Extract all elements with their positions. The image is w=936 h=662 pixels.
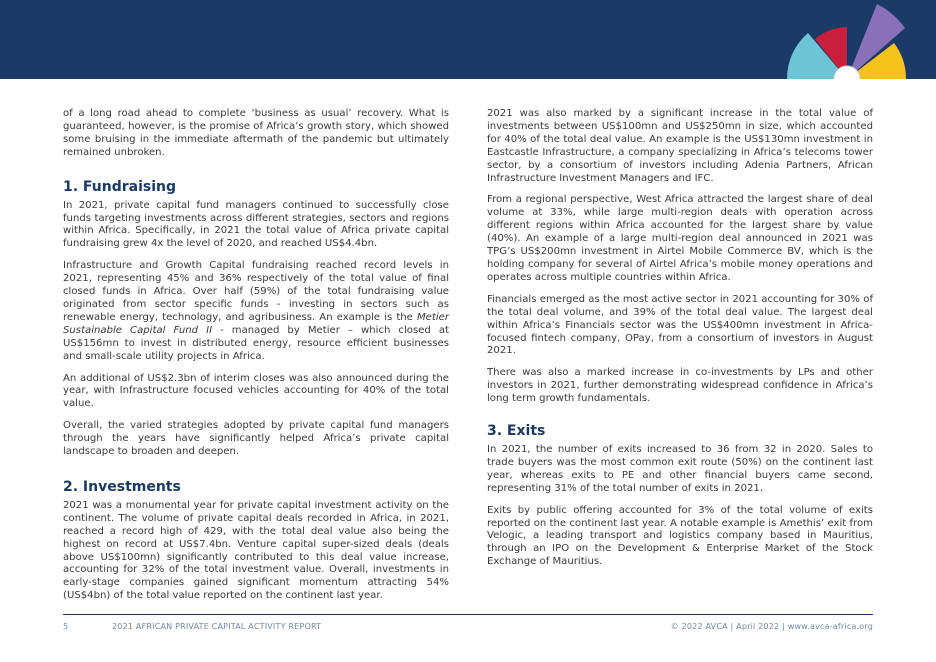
investments-paragraph-4: Financials emerged as the most active sector in 2021 accounting for 30% of the total deal volume, and 39% of the total deal value. The largest deal within Africa’s Financials sector was the US$400mn investment in Africa-focused fintech company, OPay, from a consortium of investors in August 2021. [487, 293, 873, 357]
exits-paragraph-1: In 2021, the number of exits increased to 36 from 32 in 2020. Sales to trade buyers was the most common exit route (50%) on the continent last year, whereas exits to PE and other financial buyers came second, representing 31% of the total number of exits in 2021. [487, 444, 873, 494]
exits-heading: 3. Exits [487, 423, 546, 440]
investments-paragraph-3: From a regional perspective, West Africa attracted the largest share of deal volume at 33%, while large multi-region deals with operation across different regions within Africa accounted for the largest share by value (40%). An example of a large multi-region deal announced in 2021 was TPG’s US$200mn investment in Airtel Mobile Commerce BV, which is the holding company for several of Airtel Africa’s mobile money operations and operates across multiple countries within Africa. [487, 194, 873, 283]
fundraising-paragraph-3: An additional of US$2.3bn of interim closes was also announced during the year, with Infrastructure focused vehicles accounting for 40% of the total value. [63, 372, 449, 410]
fundraising-p2-start: Infrastructure and Growth Capital fundraising reached record levels in 2021, representing 45% and 36% respectively of the total value of final closed funds in Africa. Over half (59%) of the total fundraising value originated from sector specific funds - investing in sectors such as renewable energy, technology, and agribusiness. An example is the [63, 260, 449, 323]
footer-divider [63, 614, 873, 615]
investments-paragraph-2: 2021 was also marked by a significant increase in the total value of investments between US$100mn and US$250mn in size, which accounted for 40% of the total deal value. An example is the US$130mn investment in Eastcastle Infrastructure, a company specializing in Africa’s telecoms tower sector, by a consortium of investors including Adenia Partners, African Infrastructure Investment Managers and IFC. [487, 108, 873, 184]
left-column [63, 108, 449, 612]
fundraising-paragraph-4: Overall, the varied strategies adopted by private capital fund managers through the years have significantly helped Africa’s private capital landscape to broaden and deepen. [63, 420, 449, 458]
footer-copyright: © 2022 AVCA | April 2022 | www.avca-africa.org [670, 622, 873, 631]
metier-fund-name: Metier Sustainable Capital Fund II [63, 311, 449, 336]
report-title: 2021 AFRICAN PRIVATE CAPITAL ACTIVITY REPORT [112, 622, 322, 631]
investments-paragraph-5: There was also a marked increase in co-investments by LPs and other investors in 2021, further demonstrating widespread confidence in Africa’s long term growth fundamentals. [487, 367, 873, 405]
fundraising-heading: 1. Fundraising [63, 178, 177, 195]
exits-paragraph-2: Exits by public offering accounted for 3% of the total volume of exits reported on the continent last year. A notable example is Amethis’ exit from Velogic, a leading transport and logistics company based in Mauritius, through an IPO on the Development & Enterprise Market of the Stock Exchange of Mauritius. [487, 504, 873, 568]
intro-paragraph: of a long road ahead to complete ‘business as usual’ recovery. What is guaranteed, however, is the promise of Africa’s growth story, which showed some bruising in the immediate aftermath of the pandemic but ultimately remained unbroken. [63, 108, 449, 158]
fundraising-paragraph-2 [63, 260, 449, 363]
right-column [487, 108, 873, 578]
fundraising-p2-end: - managed by Metier – which closed at US$156mn to invest in distributed energy, resource efficient businesses and small-scale utility projects in Africa. [63, 324, 449, 362]
investments-heading: 2. Investments [63, 478, 181, 495]
avca-logo-graphic [770, 0, 920, 79]
fundraising-paragraph-1: In 2021, private capital fund managers continued to successfully close funds targeting investments across different strategies, sectors and regions within Africa. Specifically, in 2021 the total value of Africa private capital fundraising grew 4x the level of 2020, and reached US$4.4bn. [63, 199, 449, 250]
investments-paragraph-1: 2021 was a monumental year for private capital investment activity on the continent. The volume of private capital deals recorded in Africa, in 2021, reached a record high of 429, with the total deal value also being the highest on record at US$7.4bn. Venture capital super-sized deals (deals above US$100mn) significantly contributed to this deal value increase, accounting for 32% of the total investment value. Overall, investments in early-stage companies gained significant momentum attracting 54% (US$4bn) of the total value reported on the continent last year. [63, 499, 449, 602]
page-number: 5 [63, 622, 69, 631]
